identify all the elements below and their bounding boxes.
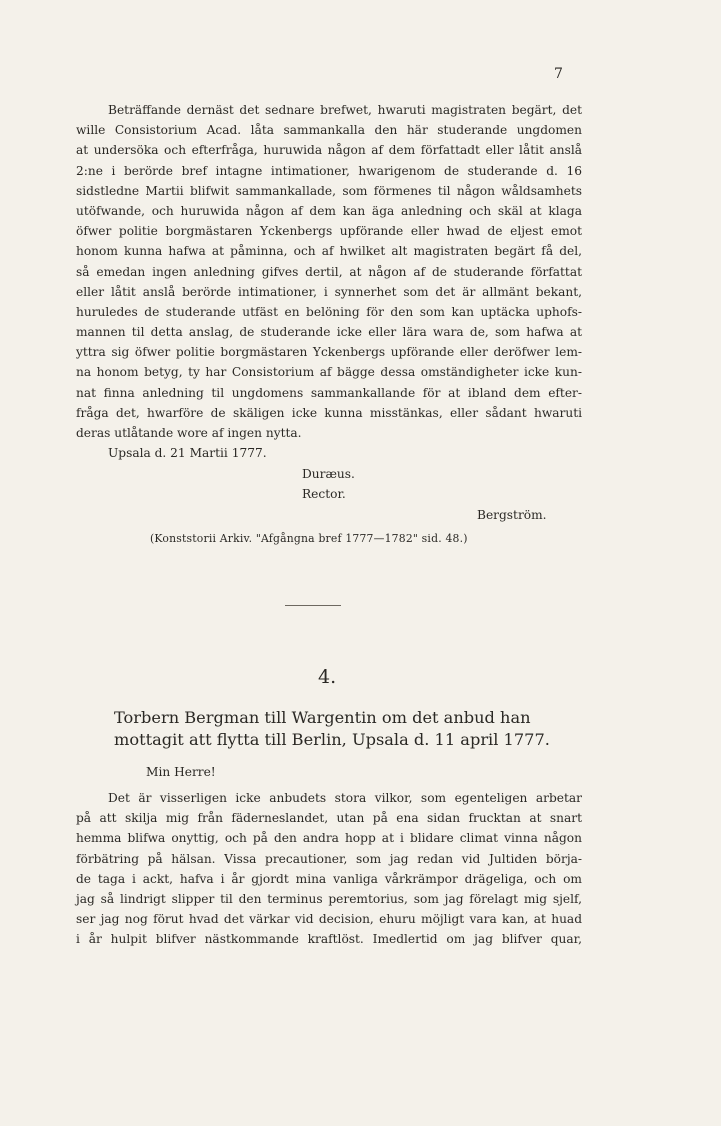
text-line: hemma blifwa onyttig, och på den andra hopp at i blidare climat vinna någon <box>76 831 582 846</box>
text-line: fråga det, hwarföre de skäligen icke kunna misstänkas, eller sådant hwaruti <box>76 405 582 420</box>
text-line: honom kunna hafwa at påminna, och af hwilket alt magistraten begärt få del, <box>76 244 582 259</box>
text-line: na honom betyg, ty har Consistorium af bägge dessa omständigheter icke kun- <box>76 365 582 380</box>
text-line: på att skilja mig från fäderneslandet, utan på ena sidan frucktan at snart <box>76 811 582 826</box>
text-line: jag så lindrigt slipper til den terminus peremtorius, som jag förelagt mig sjelf, <box>76 891 582 906</box>
paragraph-consistorium-reply <box>76 100 582 463</box>
text-line: så emedan ingen anledning gifves dertil, at någon af de studerande författat <box>76 264 582 279</box>
page-number: 7 <box>554 66 563 82</box>
text-line: de taga i ackt, hafva i år gjordt mina vanliga vårkrämpor drägeliga, och om <box>76 871 582 886</box>
text-line: sidstledne Martii blifwit sammankallade, som förmenes til någon wåldsamhets <box>76 183 582 198</box>
letter-heading <box>114 707 594 750</box>
text-line: Beträffande dernäst det sednare brefwet, hwaruti magistraten begärt, det <box>108 103 582 117</box>
signatory-name-rector: Duræus. <box>302 467 355 481</box>
text-line: yttra sig öfwer politie borgmästaren Yckenbergs upförande eller deröfwer lem- <box>76 345 582 360</box>
text-line: huruledes de studerande utfäst en belöning för den som kan uptäcka uphofs- <box>76 304 582 319</box>
text-line: at undersöka och efterfråga, huruwida någon af dem författadt eller låtit anslå <box>76 143 582 158</box>
text-line: eller låtit anslå berörde intimationer, i synnerhet som det är allmänt bekant, <box>76 284 582 299</box>
paragraph-bergman-letter <box>76 788 582 950</box>
text-line: i år hulpit blifver nästkommande kraftlöst. Imedlertid om jag blifver quar, <box>76 932 582 947</box>
letter-heading-line: mottagit att flytta till Berlin, Upsala d. 11 april 1777. <box>114 729 550 749</box>
archive-source-note: (Konststorii Arkiv. "Afgångna bref 1777—1782" sid. 48.) <box>150 532 468 545</box>
dateline: Upsala d. 21 Martii 1777. <box>108 446 267 461</box>
section-divider <box>285 605 341 606</box>
signatory-name-secretary: Bergström. <box>477 508 547 522</box>
section-number: 4. <box>318 666 337 688</box>
text-line: förbätring på hälsan. Vissa precautioner, som jag redan vid Jultiden börja- <box>76 851 582 866</box>
text-line: wille Consistorium Acad. låta sammankalla den här studerande ungdomen <box>76 123 582 138</box>
text-line: nat finna anledning til ungdomens sammankallande för at ibland dem efter- <box>76 385 582 400</box>
text-line: öfwer politie borgmästaren Yckenbergs upförande eller hwad de eljest emot <box>76 224 582 239</box>
text-line: 2:ne i berörde bref intagne intimationer, hwarigenom de studerande d. 16 <box>76 163 582 178</box>
text-line: utöfwande, och huruwida någon af dem kan äga anledning och skäl at klaga <box>76 203 582 218</box>
text-line: Det är visserligen icke anbudets stora vilkor, som egenteligen arbetar <box>108 791 582 805</box>
signatory-title-rector: Rector. <box>302 487 346 501</box>
letter-heading-line: Torbern Bergman till Wargentin om det anbud han <box>114 708 531 727</box>
text-line: deras utlåtande wore af ingen nytta. <box>76 426 302 440</box>
text-line: mannen til detta anslag, de studerande icke eller lära wara de, som hafwa at <box>76 325 582 340</box>
salutation: Min Herre! <box>146 765 216 779</box>
text-line: ser jag nog förut hvad det värkar vid decision, ehuru möjligt vara kan, at huad <box>76 912 582 927</box>
